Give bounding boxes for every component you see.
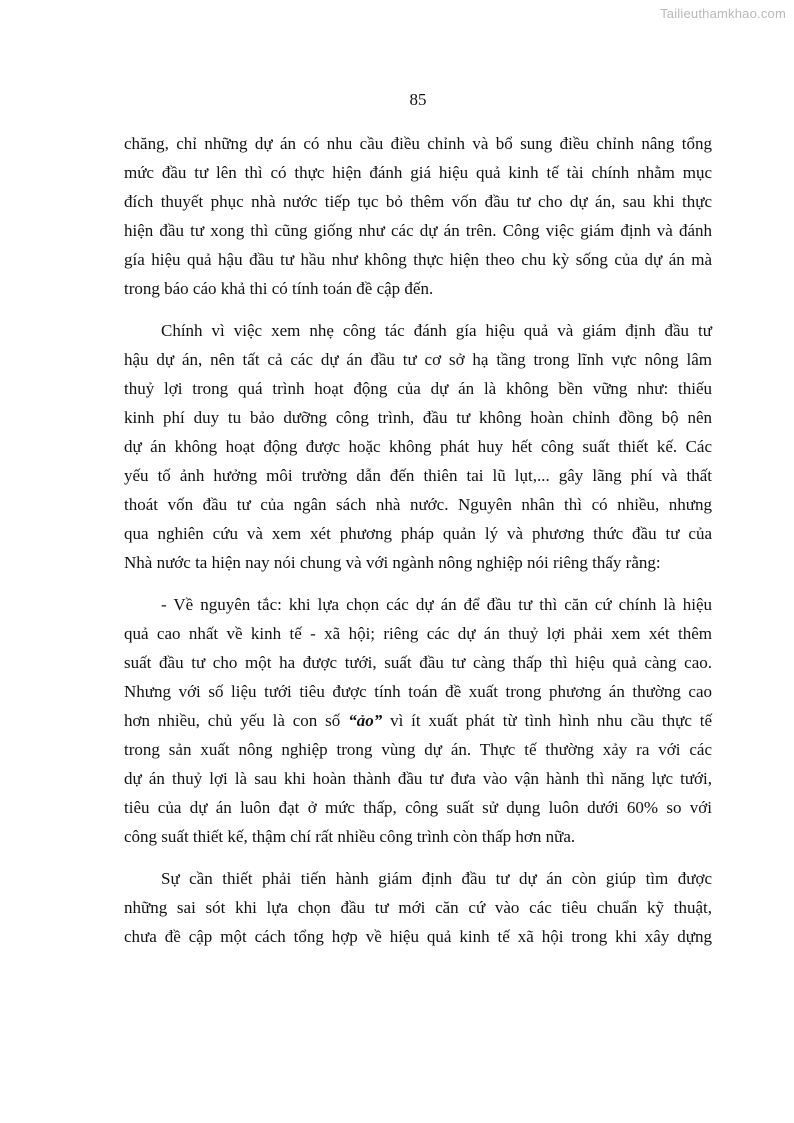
text-line: hậu dự án, nên tất cả các dự án đầu tư cơ sở hạ tầng trong lĩnh vực nông lâm (124, 350, 712, 369)
emphasis-after: vì ít xuất phát từ tình hình nhu cầu thực tế (382, 711, 713, 730)
text-line-emphasis (124, 706, 712, 735)
paragraph-4 (124, 864, 712, 951)
text-line: dự án thuỷ lợi là sau khi hoàn thành đầu tư đưa vào vận hành thì năng lực tưới, (124, 769, 712, 788)
text-line: quả cao nhất về kinh tế - xã hội; riêng các dự án thuỷ lợi phải xem xét thêm (124, 624, 712, 643)
text-line: Chính vì việc xem nhẹ công tác đánh gía hiệu quả và giám định đầu tư (161, 321, 712, 340)
text-line: trong báo cáo khả thi có tính toán đề cập đến. (124, 279, 434, 298)
text-line: kinh phí duy tu bảo dưỡng công trình, đầu tư không hoàn chỉnh đồng bộ nên (124, 408, 712, 427)
text-line: những sai sót khi lựa chọn đầu tư mới căn cứ vào các tiêu chuẩn kỹ thuật, (124, 898, 712, 917)
text-line: gía hiệu quả hậu đầu tư hầu như không thực hiện theo chu kỳ sống của dự án mà (124, 250, 712, 269)
text-line: thoát vốn đầu tư của ngân sách nhà nước. Nguyên nhân thì có nhiều, nhưng (124, 495, 712, 514)
text-line: công suất thiết kế, thậm chí rất nhiều công trình còn thấp hơn nữa. (124, 827, 576, 846)
paragraph-2 (124, 316, 712, 577)
text-line: đích thuyết phục nhà nước tiếp tục bỏ thêm vốn đầu tư cho dự án, sau khi thực (124, 192, 712, 211)
emphasized-term: “ảo” (348, 711, 383, 730)
text-line: chăng, chỉ những dự án có nhu cầu điều chỉnh và bổ sung điều chỉnh nâng tổng (124, 134, 712, 153)
text-line: Nhà nước ta hiện nay nói chung và với ngành nông nghiệp nói riêng thấy rằng: (124, 553, 661, 572)
document-body (124, 129, 712, 951)
text-line: chưa đề cập một cách tổng hợp về hiệu quả kinh tế xã hội trong khi xây dựng (124, 927, 712, 946)
text-line: suất đầu tư cho một ha được tưới, suất đầu tư càng thấp thì hiệu quả càng cao. (124, 653, 712, 672)
watermark-text: Tailieuthamkhao.com (660, 6, 786, 21)
text-line: mức đầu tư lên thì có thực hiện đánh giá hiệu quả kinh tế tài chính nhằm mục (124, 163, 712, 182)
text-line: trong sản xuất nông nghiệp trong vùng dự án. Thực tế thường xảy ra với các (124, 740, 712, 759)
text-line: dự án không hoạt động được hoặc không phát huy hết công suất thiết kế. Các (124, 437, 712, 456)
text-line: - Về nguyên tắc: khi lựa chọn các dự án để đầu tư thì căn cứ chính là hiệu (161, 595, 712, 614)
text-line: thuỷ lợi trong quá trình hoạt động của dự án là không bền vững như: thiếu (124, 379, 712, 398)
text-line: hiện đầu tư xong thì cũng giống như các dự án trên. Công việc giám định và đánh (124, 221, 712, 240)
text-line: yếu tố ảnh hưởng môi trường dẫn đến thiên tai lũ lụt,... gây lãng phí và thất (124, 466, 712, 485)
paragraph-1 (124, 129, 712, 303)
paragraph-3 (124, 590, 712, 851)
page-number: 85 (409, 90, 427, 109)
text-line: qua nghiên cứu và xem xét phương pháp quản lý và phương thức đầu tư của (124, 524, 712, 543)
text-line: tiêu của dự án luôn đạt ở mức thấp, công suất sử dụng luôn dưới 60% so với (124, 798, 712, 817)
text-line: Nhưng với số liệu tưới tiêu được tính toán đề xuất trong phương án thường cao (124, 682, 712, 701)
emphasis-before: hơn nhiều, chủ yếu là con số (124, 711, 349, 730)
text-line: Sự cần thiết phải tiến hành giám định đầu tư dự án còn giúp tìm được (161, 869, 712, 888)
